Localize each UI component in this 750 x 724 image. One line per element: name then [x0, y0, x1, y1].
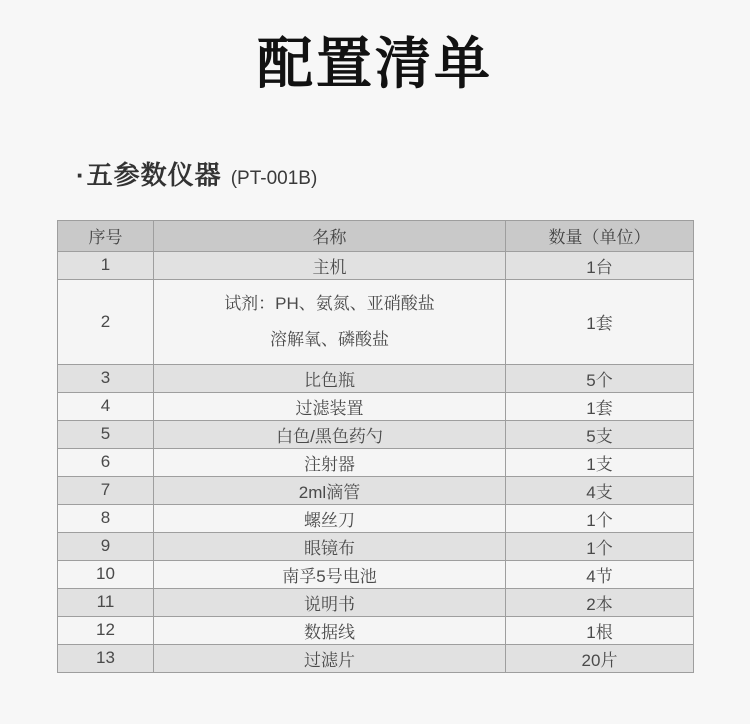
table-row — [58, 448, 694, 476]
cell-item-name: 2ml滴管 — [154, 476, 506, 504]
cell-item-name: 比色瓶 — [154, 364, 506, 392]
table-row — [58, 420, 694, 448]
bullet-point: · — [76, 159, 85, 190]
table-row — [58, 532, 694, 560]
cell-item-name: 螺丝刀 — [154, 504, 506, 532]
cell-serial-number: 2 — [58, 279, 154, 364]
cell-quantity: 1个 — [506, 504, 694, 532]
page-title: 配置清单 — [257, 32, 493, 95]
table-row — [58, 616, 694, 644]
cell-item-name: 说明书 — [154, 588, 506, 616]
cell-item-name: 过滤装置 — [154, 392, 506, 420]
header-item-name: 名称 — [154, 220, 506, 251]
table-row — [58, 588, 694, 616]
table-header-row — [58, 220, 694, 251]
cell-item-name: 南孚5号电池 — [154, 560, 506, 588]
cell-serial-number: 4 — [58, 392, 154, 420]
cell-item-name: 数据线 — [154, 616, 506, 644]
cell-quantity: 1套 — [506, 392, 694, 420]
cell-serial-number: 10 — [58, 560, 154, 588]
cell-serial-number: 13 — [58, 644, 154, 672]
cell-quantity: 1根 — [506, 616, 694, 644]
header-serial-number: 序号 — [58, 220, 154, 251]
section-heading — [76, 155, 750, 192]
cell-quantity: 4节 — [506, 560, 694, 588]
cell-quantity: 1台 — [506, 251, 694, 279]
cell-serial-number: 9 — [58, 532, 154, 560]
cell-serial-number: 11 — [58, 588, 154, 616]
table-row — [58, 504, 694, 532]
table-row — [58, 476, 694, 504]
item-name-line-2: 溶解氧、磷酸盐 — [270, 329, 389, 349]
cell-quantity: 1支 — [506, 448, 694, 476]
cell-quantity: 1个 — [506, 532, 694, 560]
cell-serial-number: 6 — [58, 448, 154, 476]
table-row — [58, 251, 694, 279]
cell-serial-number: 8 — [58, 504, 154, 532]
table-row — [58, 392, 694, 420]
cell-item-name — [154, 279, 506, 364]
cell-quantity: 5支 — [506, 420, 694, 448]
cell-serial-number: 1 — [58, 251, 154, 279]
cell-quantity: 20片 — [506, 644, 694, 672]
section-name: 五参数仪器 — [86, 159, 222, 190]
section-model-code: (PT-001B) — [230, 167, 318, 189]
cell-serial-number: 3 — [58, 364, 154, 392]
cell-item-name: 注射器 — [154, 448, 506, 476]
header-quantity-unit: 数量（单位） — [506, 220, 694, 251]
item-name-line-1: 试剂：PH、氨氮、亚硝酸盐 — [224, 293, 435, 313]
table-row — [58, 364, 694, 392]
table-row — [58, 644, 694, 672]
table-row — [58, 560, 694, 588]
cell-quantity: 1套 — [506, 279, 694, 364]
table-row — [58, 279, 694, 364]
cell-quantity: 4支 — [506, 476, 694, 504]
config-table — [57, 220, 694, 673]
cell-serial-number: 12 — [58, 616, 154, 644]
cell-item-name: 主机 — [154, 251, 506, 279]
cell-serial-number: 5 — [58, 420, 154, 448]
cell-item-name: 眼镜布 — [154, 532, 506, 560]
cell-serial-number: 7 — [58, 476, 154, 504]
cell-quantity: 2本 — [506, 588, 694, 616]
cell-item-name: 白色/黑色药勺 — [154, 420, 506, 448]
cell-item-name: 过滤片 — [154, 644, 506, 672]
cell-quantity: 5个 — [506, 364, 694, 392]
